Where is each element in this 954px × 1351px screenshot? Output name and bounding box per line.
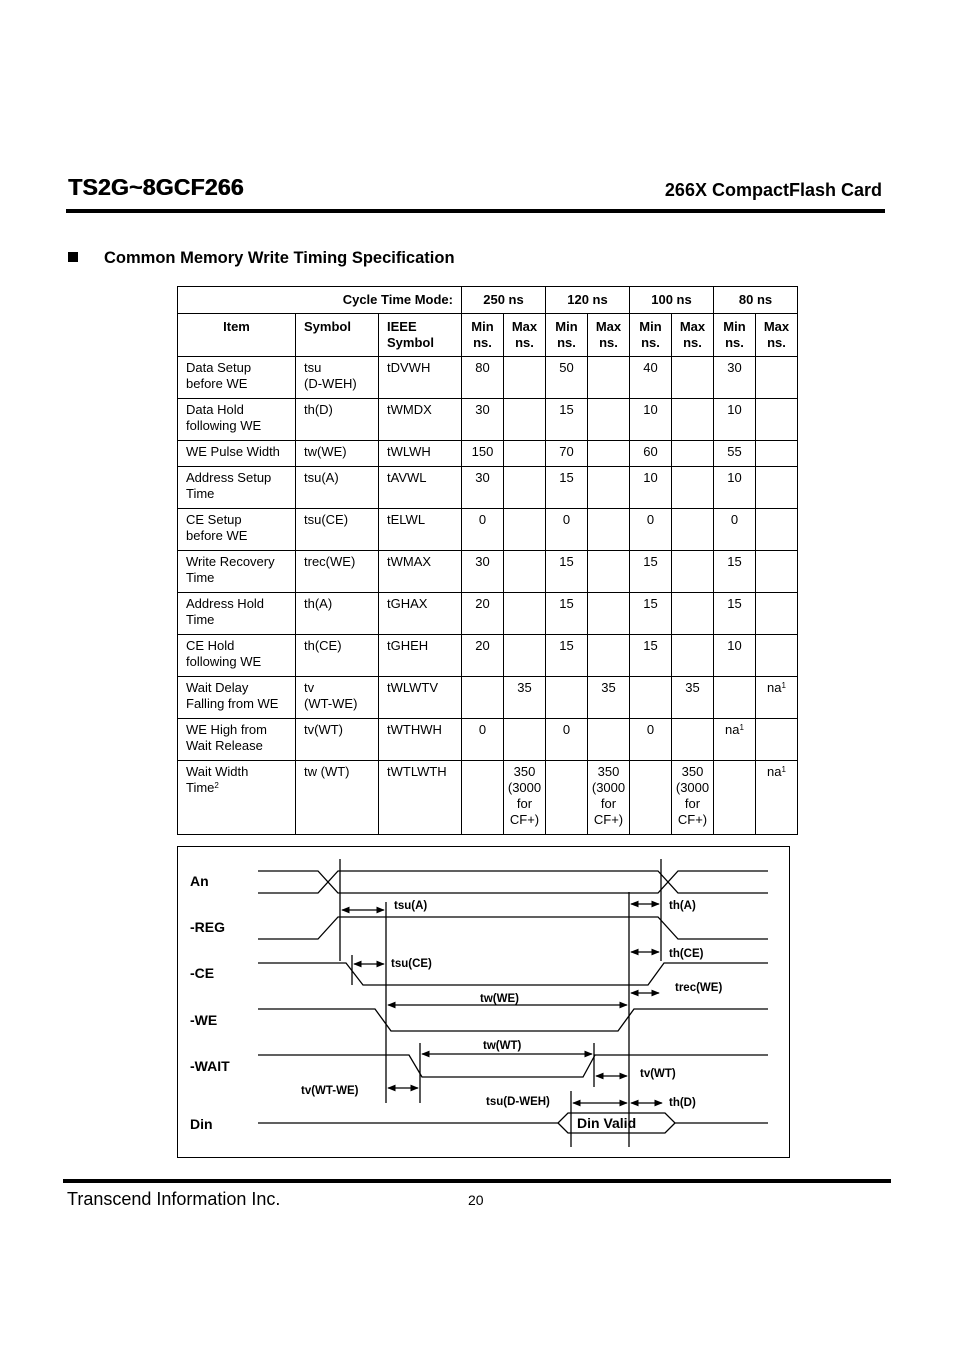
ieee-cell bbox=[379, 677, 462, 719]
cell-value: na bbox=[767, 680, 782, 695]
cell-value: 0 bbox=[562, 722, 571, 737]
value-cell bbox=[504, 593, 546, 635]
label-tw-we: tw(WE) bbox=[480, 993, 519, 1005]
cell-text: following WE bbox=[186, 418, 262, 433]
value-cell bbox=[504, 719, 546, 761]
cell-text: tELWL bbox=[387, 512, 426, 527]
symbol-cell bbox=[296, 593, 379, 635]
cell-value-note: (3000 bbox=[507, 780, 542, 795]
cell-value: na bbox=[767, 764, 782, 779]
cell-value: 50 bbox=[559, 360, 574, 375]
mode-header: 250 ns bbox=[462, 287, 546, 314]
value-cell bbox=[504, 399, 546, 441]
label-tw-wt: tw(WT) bbox=[483, 1040, 522, 1052]
ieee-cell bbox=[379, 593, 462, 635]
symbol-cell bbox=[296, 719, 379, 761]
cell-text: tWLWH bbox=[387, 444, 431, 459]
table-row bbox=[178, 635, 798, 677]
cell-text: Address Hold bbox=[186, 596, 265, 611]
value-cell bbox=[756, 593, 798, 635]
max-header: Max ns. bbox=[588, 314, 630, 357]
cell-text: before WE bbox=[186, 376, 248, 391]
signal-wait: -WAIT bbox=[190, 1058, 230, 1074]
cell-value: 60 bbox=[643, 444, 658, 459]
cell-value: 0 bbox=[478, 722, 487, 737]
value-cell bbox=[630, 357, 672, 399]
value-cell bbox=[630, 593, 672, 635]
cell-value-note: CF+) bbox=[677, 812, 708, 827]
cell-text: Write Recovery bbox=[186, 554, 275, 569]
max-header: Max ns. bbox=[756, 314, 798, 357]
cell-text: tWTHWH bbox=[387, 722, 442, 737]
signal-din: Din bbox=[190, 1116, 213, 1132]
cell-value: 30 bbox=[475, 402, 490, 417]
cell-text: tsu(A) bbox=[304, 470, 339, 485]
footnote-marker: 1 bbox=[781, 765, 786, 774]
symbol-cell bbox=[296, 441, 379, 467]
label-tsu-a: tsu(A) bbox=[394, 900, 428, 912]
cell-text: th(D) bbox=[304, 402, 333, 417]
value-cell bbox=[462, 635, 504, 677]
section-title: Common Memory Write Timing Specification bbox=[104, 249, 455, 267]
value-cell bbox=[672, 467, 714, 509]
cell-text: tw (WT) bbox=[304, 764, 350, 779]
label-tv-wt-we: tv(WT-WE) bbox=[301, 1085, 359, 1097]
cell-text: Time bbox=[186, 780, 215, 795]
value-cell bbox=[546, 551, 588, 593]
cell-text: WE High from bbox=[186, 722, 267, 737]
symbol-cell bbox=[296, 357, 379, 399]
timing-diagram-svg bbox=[178, 847, 789, 1157]
cell-value: 0 bbox=[730, 512, 739, 527]
cell-text: Wait Release bbox=[186, 738, 263, 753]
item-cell bbox=[178, 399, 296, 441]
cell-value: 35 bbox=[517, 680, 532, 695]
ieee-cell bbox=[379, 399, 462, 441]
cell-value: 20 bbox=[475, 596, 490, 611]
value-cell bbox=[588, 635, 630, 677]
value-cell bbox=[588, 467, 630, 509]
footnote-marker: 2 bbox=[214, 781, 219, 790]
cell-text: tDVWH bbox=[387, 360, 431, 375]
cell-text: Wait Width bbox=[186, 764, 249, 779]
label-tsu-d-weh: tsu(D-WEH) bbox=[486, 1096, 550, 1108]
value-cell bbox=[714, 509, 756, 551]
value-cell bbox=[714, 357, 756, 399]
cell-value: 15 bbox=[559, 596, 574, 611]
value-cell bbox=[672, 635, 714, 677]
cell-text: Time bbox=[186, 612, 215, 627]
cell-text: tGHEH bbox=[387, 638, 429, 653]
cell-value: 30 bbox=[727, 360, 742, 375]
cell-text: Data Setup bbox=[186, 360, 252, 375]
reg-waveform bbox=[258, 917, 768, 939]
value-cell bbox=[756, 761, 798, 835]
value-cell bbox=[714, 677, 756, 719]
label-th-ce: th(CE) bbox=[669, 948, 704, 960]
value-cell bbox=[546, 761, 588, 835]
label-th-a: th(A) bbox=[669, 900, 696, 912]
ieee-cell bbox=[379, 719, 462, 761]
value-cell bbox=[714, 467, 756, 509]
cell-value: 15 bbox=[559, 638, 574, 653]
value-cell bbox=[630, 719, 672, 761]
ieee-header bbox=[379, 314, 462, 357]
cell-text: (WT-WE) bbox=[304, 696, 358, 711]
ieee-cell bbox=[379, 635, 462, 677]
value-cell bbox=[630, 441, 672, 467]
cell-text: tWTLWTH bbox=[387, 764, 447, 779]
cell-value: 150 bbox=[471, 444, 494, 459]
cell-value: 35 bbox=[601, 680, 616, 695]
cell-text: tv(WT) bbox=[304, 722, 343, 737]
ieee-cell bbox=[379, 467, 462, 509]
value-cell bbox=[588, 677, 630, 719]
table-row bbox=[178, 719, 798, 761]
cell-value: 40 bbox=[643, 360, 658, 375]
table-row bbox=[178, 677, 798, 719]
wait-waveform bbox=[258, 1055, 768, 1077]
product-code: TS2G~8GCF266 bbox=[68, 174, 244, 200]
min-header: Min ns. bbox=[630, 314, 672, 357]
cell-text: Address Setup bbox=[186, 470, 272, 485]
ieee-cell bbox=[379, 357, 462, 399]
cell-text: tv bbox=[304, 680, 315, 695]
value-cell bbox=[462, 677, 504, 719]
din-waveform bbox=[258, 1113, 768, 1123]
value-cell bbox=[630, 399, 672, 441]
table-row bbox=[178, 357, 798, 399]
cycle-mode-label: Cycle Time Mode: bbox=[178, 287, 462, 314]
cell-text: Wait Delay bbox=[186, 680, 249, 695]
value-cell bbox=[630, 467, 672, 509]
cell-value: 15 bbox=[643, 554, 658, 569]
ieee-cell bbox=[379, 761, 462, 835]
cell-text: tWMAX bbox=[387, 554, 432, 569]
item-header: Item bbox=[178, 314, 296, 357]
value-cell bbox=[672, 761, 714, 835]
cell-value: na bbox=[725, 722, 740, 737]
mode-header: 100 ns bbox=[630, 287, 714, 314]
footnote-marker: 1 bbox=[739, 723, 744, 732]
cell-value: 10 bbox=[727, 402, 742, 417]
value-cell bbox=[462, 467, 504, 509]
item-cell bbox=[178, 357, 296, 399]
value-cell bbox=[588, 719, 630, 761]
value-cell bbox=[756, 357, 798, 399]
value-cell bbox=[756, 467, 798, 509]
value-cell bbox=[756, 719, 798, 761]
item-cell bbox=[178, 441, 296, 467]
value-cell bbox=[504, 635, 546, 677]
cell-value: 55 bbox=[727, 444, 742, 459]
cell-value-note: (3000 bbox=[675, 780, 710, 795]
max-header: Max ns. bbox=[672, 314, 714, 357]
cell-text: th(A) bbox=[304, 596, 333, 611]
cell-text: CE Hold bbox=[186, 638, 235, 653]
value-cell bbox=[756, 441, 798, 467]
value-cell bbox=[672, 509, 714, 551]
cell-value: 15 bbox=[643, 596, 658, 611]
value-cell bbox=[714, 551, 756, 593]
document-title: 266X CompactFlash Card bbox=[664, 180, 882, 200]
value-cell bbox=[504, 551, 546, 593]
cell-value-note: for bbox=[516, 796, 533, 811]
value-cell bbox=[588, 593, 630, 635]
value-cell bbox=[588, 357, 630, 399]
value-cell bbox=[462, 593, 504, 635]
item-cell bbox=[178, 719, 296, 761]
item-cell bbox=[178, 551, 296, 593]
timing-diagram bbox=[177, 846, 790, 1158]
table-row bbox=[178, 467, 798, 509]
value-cell bbox=[714, 399, 756, 441]
ieee-header-line: IEEE bbox=[387, 319, 417, 334]
item-cell bbox=[178, 677, 296, 719]
column-header-row bbox=[178, 314, 798, 357]
cell-value-note: CF+) bbox=[509, 812, 540, 827]
label-th-d: th(D) bbox=[669, 1097, 696, 1109]
value-cell bbox=[462, 357, 504, 399]
value-cell bbox=[672, 677, 714, 719]
table-body bbox=[178, 357, 798, 835]
cell-value-note: for bbox=[600, 796, 617, 811]
mode-header: 80 ns bbox=[714, 287, 798, 314]
value-cell bbox=[546, 677, 588, 719]
cell-value: 10 bbox=[643, 402, 658, 417]
cell-text: tw(WE) bbox=[304, 444, 347, 459]
item-cell bbox=[178, 509, 296, 551]
cell-value: 30 bbox=[475, 554, 490, 569]
cell-text: tWLWTV bbox=[387, 680, 439, 695]
value-cell bbox=[588, 551, 630, 593]
value-cell bbox=[756, 509, 798, 551]
cell-value: 350 bbox=[597, 764, 620, 779]
label-trec-we: trec(WE) bbox=[675, 982, 723, 994]
value-cell bbox=[546, 357, 588, 399]
value-cell bbox=[630, 635, 672, 677]
cell-value: 20 bbox=[475, 638, 490, 653]
cell-text: tAVWL bbox=[387, 470, 427, 485]
signal-we: -WE bbox=[190, 1012, 218, 1028]
cell-value: 10 bbox=[643, 470, 658, 485]
cell-value: 15 bbox=[559, 402, 574, 417]
signal-ce: -CE bbox=[190, 965, 215, 981]
value-cell bbox=[630, 551, 672, 593]
symbol-cell bbox=[296, 551, 379, 593]
cell-value-note: for bbox=[684, 796, 701, 811]
cell-text: (D-WEH) bbox=[304, 376, 357, 391]
cell-value: 0 bbox=[646, 722, 655, 737]
label-tsu-ce: tsu(CE) bbox=[391, 958, 432, 970]
footer-rule bbox=[63, 1179, 891, 1183]
cell-value: 15 bbox=[559, 470, 574, 485]
value-cell bbox=[588, 441, 630, 467]
value-cell bbox=[546, 399, 588, 441]
min-header: Min ns. bbox=[546, 314, 588, 357]
footnote-marker: 1 bbox=[781, 681, 786, 690]
cell-value: 15 bbox=[727, 554, 742, 569]
value-cell bbox=[588, 761, 630, 835]
table-row bbox=[178, 761, 798, 835]
cell-text: trec(WE) bbox=[304, 554, 356, 569]
cell-value: 15 bbox=[559, 554, 574, 569]
value-cell bbox=[504, 441, 546, 467]
symbol-cell bbox=[296, 677, 379, 719]
value-cell bbox=[672, 551, 714, 593]
value-cell bbox=[546, 593, 588, 635]
value-cell bbox=[672, 357, 714, 399]
symbol-header: Symbol bbox=[296, 314, 379, 357]
cell-text: following WE bbox=[186, 654, 262, 669]
value-cell bbox=[462, 761, 504, 835]
value-cell bbox=[588, 509, 630, 551]
section-heading bbox=[68, 249, 455, 268]
value-cell bbox=[714, 593, 756, 635]
value-cell bbox=[504, 357, 546, 399]
symbol-cell bbox=[296, 635, 379, 677]
cell-value: 15 bbox=[727, 596, 742, 611]
cell-value: 35 bbox=[685, 680, 700, 695]
value-cell bbox=[714, 761, 756, 835]
cell-text: tGHAX bbox=[387, 596, 428, 611]
value-cell bbox=[756, 551, 798, 593]
value-cell bbox=[546, 441, 588, 467]
value-cell bbox=[504, 677, 546, 719]
signal-reg: -REG bbox=[190, 919, 225, 935]
value-cell bbox=[546, 719, 588, 761]
value-cell bbox=[546, 635, 588, 677]
cell-text: before WE bbox=[186, 528, 248, 543]
cell-value: 10 bbox=[727, 470, 742, 485]
table-row bbox=[178, 441, 798, 467]
max-header: Max ns. bbox=[504, 314, 546, 357]
cell-value: 70 bbox=[559, 444, 574, 459]
signal-an: An bbox=[190, 873, 209, 889]
value-cell bbox=[672, 719, 714, 761]
cell-value: 350 bbox=[513, 764, 536, 779]
company-name: Transcend Information Inc. bbox=[67, 1189, 281, 1209]
symbol-cell bbox=[296, 761, 379, 835]
value-cell bbox=[756, 677, 798, 719]
cell-text: Time bbox=[186, 570, 215, 585]
value-cell bbox=[462, 441, 504, 467]
item-cell bbox=[178, 635, 296, 677]
value-cell bbox=[672, 441, 714, 467]
symbol-cell bbox=[296, 467, 379, 509]
cell-value-note: (3000 bbox=[591, 780, 626, 795]
cycle-mode-row bbox=[178, 287, 798, 314]
write-timing-table bbox=[177, 286, 798, 835]
mode-header: 120 ns bbox=[546, 287, 630, 314]
value-cell bbox=[672, 399, 714, 441]
value-cell bbox=[462, 719, 504, 761]
cell-value: 15 bbox=[643, 638, 658, 653]
label-tv-wt: tv(WT) bbox=[640, 1068, 676, 1080]
value-cell bbox=[546, 509, 588, 551]
cell-value: 0 bbox=[562, 512, 571, 527]
cell-text: tsu bbox=[304, 360, 322, 375]
cell-text: Time bbox=[186, 486, 215, 501]
cell-value: 80 bbox=[475, 360, 490, 375]
cell-text: CE Setup bbox=[186, 512, 242, 527]
square-bullet-icon bbox=[68, 252, 78, 262]
value-cell bbox=[630, 677, 672, 719]
ieee-cell bbox=[379, 441, 462, 467]
cell-value: 30 bbox=[475, 470, 490, 485]
cell-text: tsu(CE) bbox=[304, 512, 349, 527]
cell-value: 0 bbox=[478, 512, 487, 527]
cell-value: 10 bbox=[727, 638, 742, 653]
ieee-header-line: Symbol bbox=[387, 335, 434, 350]
value-cell bbox=[672, 593, 714, 635]
value-cell bbox=[714, 635, 756, 677]
table-row bbox=[178, 593, 798, 635]
value-cell bbox=[462, 551, 504, 593]
cell-text: Falling from WE bbox=[186, 696, 279, 711]
cell-text: th(CE) bbox=[304, 638, 342, 653]
value-cell bbox=[462, 509, 504, 551]
page-number: 20 bbox=[468, 1192, 484, 1208]
value-cell bbox=[714, 441, 756, 467]
min-header: Min ns. bbox=[462, 314, 504, 357]
value-cell bbox=[756, 635, 798, 677]
symbol-cell bbox=[296, 509, 379, 551]
value-cell bbox=[630, 509, 672, 551]
value-cell bbox=[756, 399, 798, 441]
ieee-cell bbox=[379, 509, 462, 551]
we-waveform bbox=[258, 1009, 768, 1031]
value-cell bbox=[504, 761, 546, 835]
table-row bbox=[178, 509, 798, 551]
header-rule bbox=[66, 209, 885, 213]
cell-value-note: CF+) bbox=[593, 812, 624, 827]
symbol-cell bbox=[296, 399, 379, 441]
item-cell bbox=[178, 593, 296, 635]
cell-text: Data Hold bbox=[186, 402, 244, 417]
value-cell bbox=[630, 761, 672, 835]
table-row bbox=[178, 551, 798, 593]
value-cell bbox=[504, 509, 546, 551]
value-cell bbox=[588, 399, 630, 441]
cell-value: 0 bbox=[646, 512, 655, 527]
table-row bbox=[178, 399, 798, 441]
value-cell bbox=[546, 467, 588, 509]
ieee-cell bbox=[379, 551, 462, 593]
item-cell bbox=[178, 467, 296, 509]
cell-value: 350 bbox=[681, 764, 704, 779]
value-cell bbox=[714, 719, 756, 761]
label-din-valid: Din Valid bbox=[577, 1115, 637, 1131]
min-header: Min ns. bbox=[714, 314, 756, 357]
value-cell bbox=[504, 467, 546, 509]
value-cell bbox=[462, 399, 504, 441]
cell-text: WE Pulse Width bbox=[186, 444, 280, 459]
item-cell bbox=[178, 761, 296, 835]
cell-text: tWMDX bbox=[387, 402, 432, 417]
